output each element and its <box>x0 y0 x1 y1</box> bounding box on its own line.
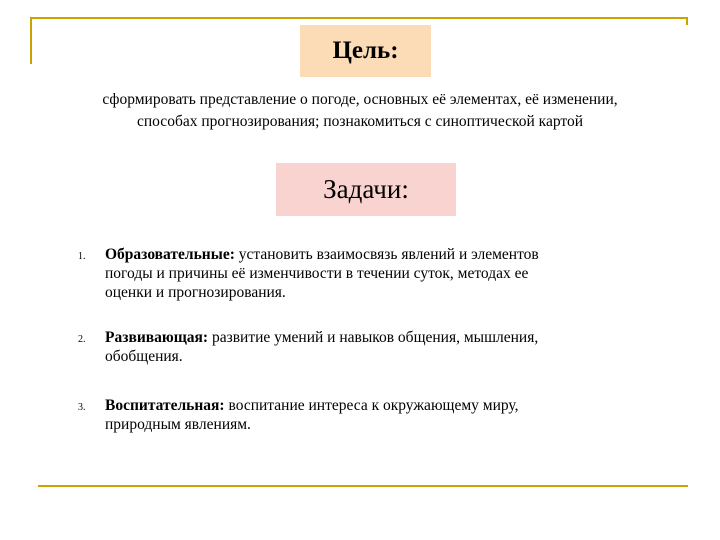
task-line <box>105 328 638 347</box>
task-number: 3. <box>78 402 86 413</box>
task-list <box>78 245 638 434</box>
frame-left-line <box>30 17 32 64</box>
frame-right-tick <box>686 17 688 25</box>
goal-text-line-1: сформировать представление о погоде, основных её элементах, её изменении, <box>102 91 618 108</box>
goal-text-line-2: способах прогнозирования; познакомиться с синоптической картой <box>137 113 583 130</box>
goal-heading-box <box>300 25 431 77</box>
task-line: природным явлениям. <box>105 416 251 433</box>
task-text: воспитание интереса к окружающему миру, <box>224 397 519 414</box>
tasks-heading: Задачи: <box>323 174 409 204</box>
task-line: погоды и причины её изменчивости в течении суток, методах ее <box>105 265 529 282</box>
task-text: развитие умений и навыков общения, мышления, <box>208 329 539 346</box>
task-item-upbringing <box>78 396 638 434</box>
task-number: 2. <box>78 334 86 345</box>
tasks-heading-box <box>276 163 456 216</box>
task-title: Образовательные: <box>105 246 235 263</box>
goal-heading: Цель: <box>332 37 399 64</box>
task-line: оценки и прогнозирования. <box>105 284 286 301</box>
frame-top-line <box>30 17 688 19</box>
task-item-educational <box>78 245 638 302</box>
task-line <box>105 396 638 415</box>
goal-text <box>40 89 680 133</box>
frame-bottom-line <box>38 485 688 487</box>
task-number: 1. <box>78 251 86 262</box>
task-line <box>105 245 638 264</box>
task-item-developmental <box>78 328 638 366</box>
task-title: Развивающая: <box>105 329 209 346</box>
task-line: обобщения. <box>105 348 183 365</box>
task-title: Воспитательная: <box>105 397 225 414</box>
task-text: установить взаимосвязь явлений и элементов <box>234 246 539 263</box>
